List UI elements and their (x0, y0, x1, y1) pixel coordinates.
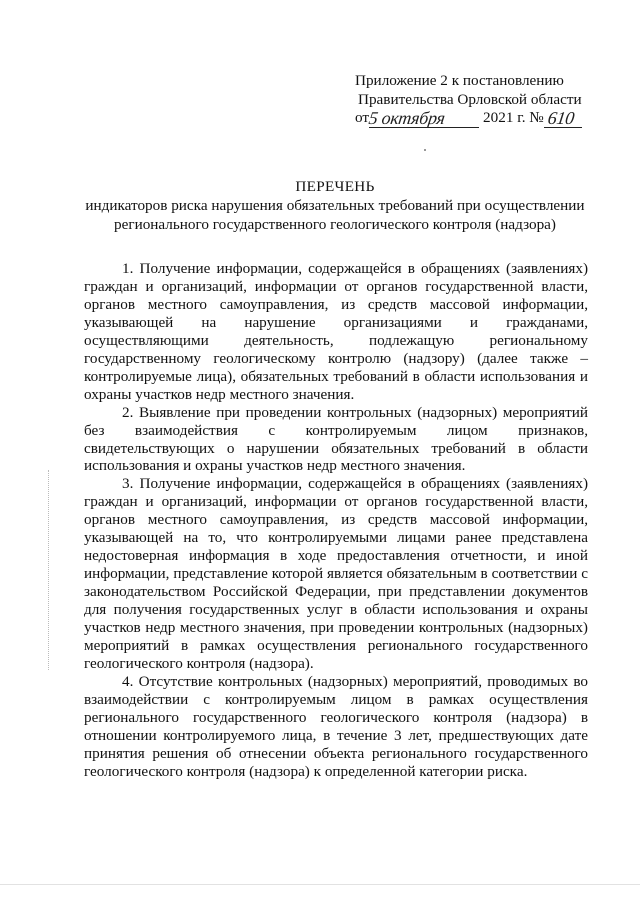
scan-speck (424, 149, 426, 151)
title-subtitle-line-1: индикаторов риска нарушения обязательных требований при осуществлении (85, 197, 585, 214)
handwritten-number-field (544, 107, 582, 128)
page-bottom-edge (0, 884, 640, 885)
appendix-date-row (355, 109, 595, 128)
handwritten-date: 5 октября (367, 107, 447, 128)
appendix-line-1: Приложение 2 к постановлению (355, 72, 564, 89)
document-title (60, 177, 610, 234)
handwritten-number: 610 (546, 107, 576, 128)
title-heading: ПЕРЕЧЕНЬ (295, 178, 375, 195)
appendix-reference (355, 72, 595, 128)
title-subtitle-line-2: регионального государственного геологического контроля (надзора) (114, 216, 556, 233)
list-item-1: 1. Получение информации, содержащейся в обращениях (заявлениях) граждан и организаций, информации от органов государственной власти, органов местного самоуправления, из средств массовой информации, указывающей на нарушение организациями и гражданами, осуществляющими деятельность, подлежащую региональному государственному геологическому контролю (надзору) (далее также – контролируемые лица), обязательных требований в области использования и охраны участков недр местного значения. (84, 260, 588, 403)
scan-edge-artifact (48, 470, 50, 670)
list-item-3: 3. Получение информации, содержащейся в обращениях (заявлениях) граждан и организаций, информации от органов государственной власти, органов местного самоуправления, из средств массовой информации, указывающей на то, что контролируемыми лицами ранее представлена недостоверная информация в ходе предоставления отчетности, и иной информации, представление которой является обязательным в соответствии с законодательством Российской Федерации, при представлении документов для получения государственных услуг в области использования и охраны участков недр местного значения, при проведении контрольных (надзорных) мероприятий в рамках осуществления регионального государственного геологического контроля (надзора). (84, 475, 588, 672)
appendix-line-2: Правительства Орловской области (358, 90, 582, 108)
list-item-4: 4. Отсутствие контрольных (надзорных) мероприятий, проводимых во взаимодействии с контролируемым лицом в рамках осуществления регионального государственного геологического контроля (надзора) в отношении контролируемого лица, в течение 3 лет, предшествующих дате принятия решения об отнесении объекта регионального государственного геологического контроля (надзора) к определенной категории риска. (84, 672, 588, 780)
list-item-2: 2. Выявление при проведении контрольных (надзорных) мероприятий без взаимодействия с контролируемым лицом признаков, свидетельствующих о нарушении обязательных требований в области использования и охраны участков недр местного значения. (84, 403, 588, 475)
document-body (84, 260, 588, 781)
year-text: 2021 г. № (483, 109, 544, 126)
handwritten-date-field (367, 107, 479, 128)
date-prefix: от (355, 109, 370, 126)
